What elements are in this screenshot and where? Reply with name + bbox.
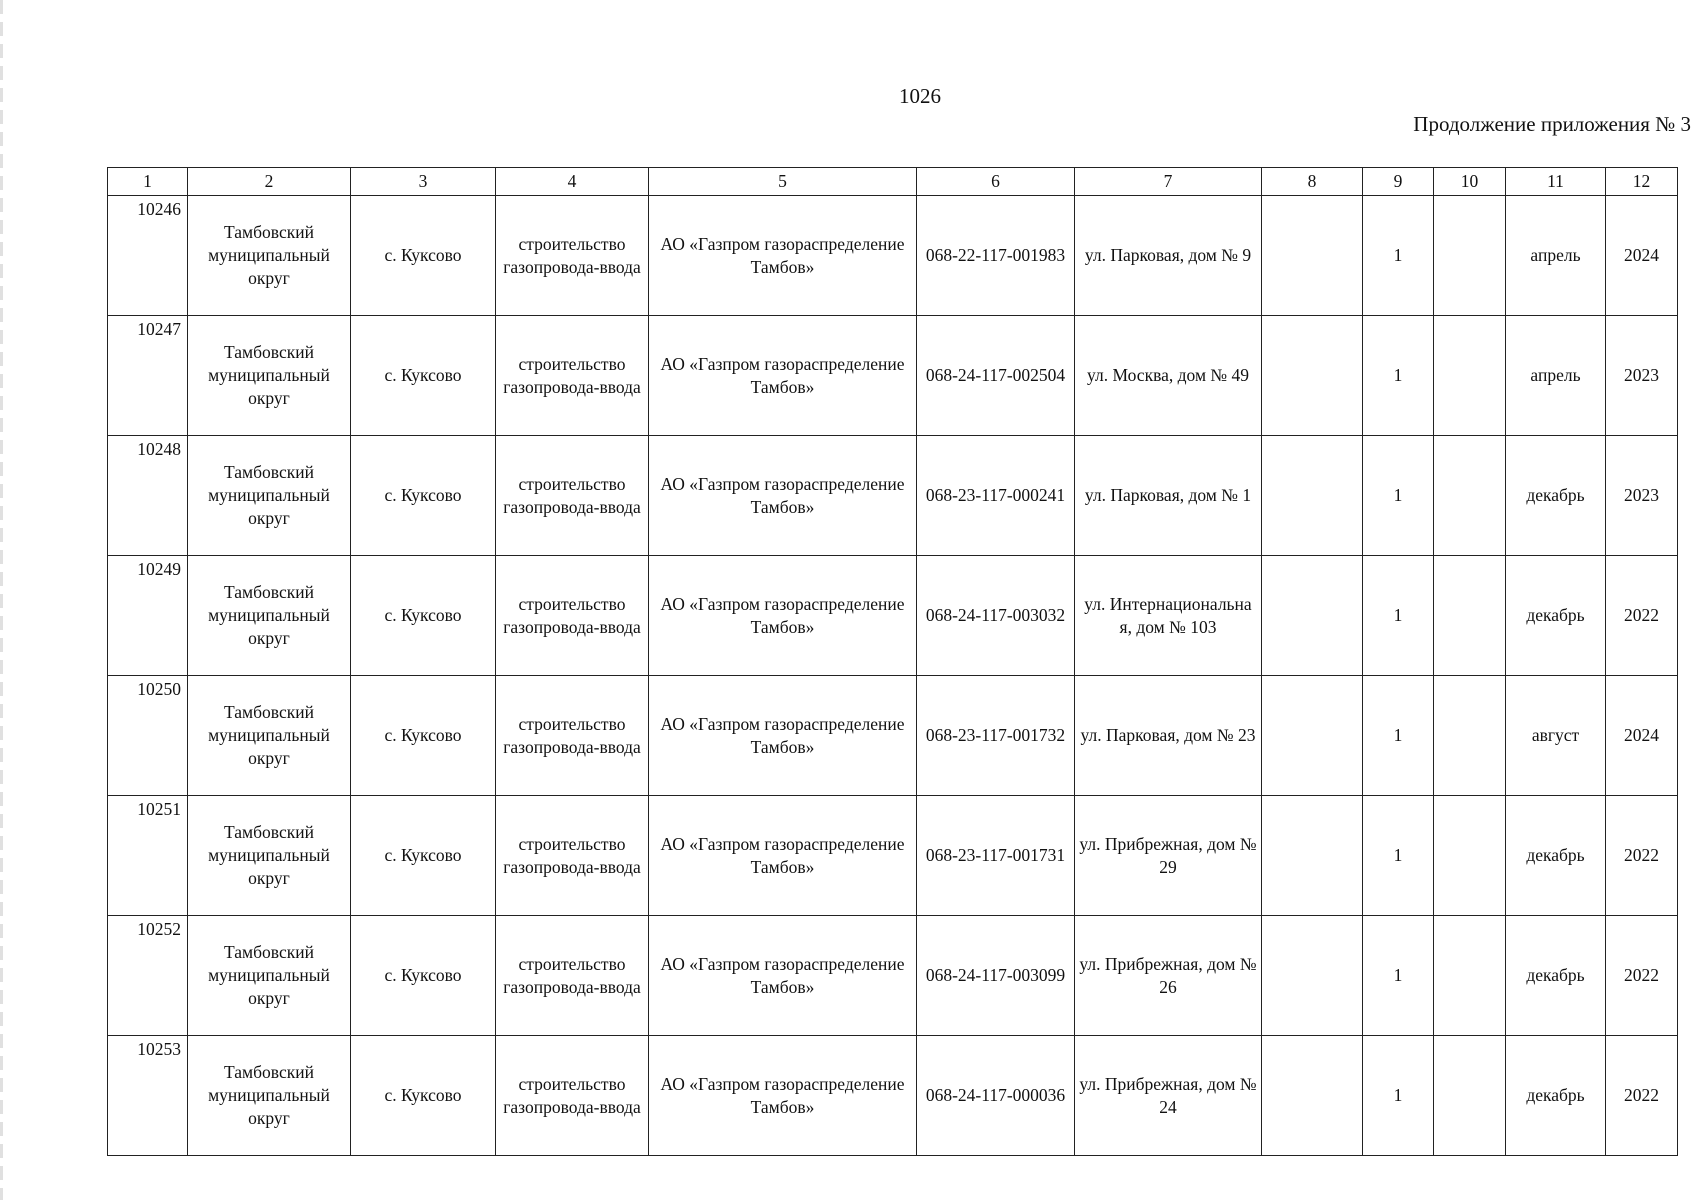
- month-cell: апрель: [1506, 196, 1606, 316]
- column-header: 7: [1075, 168, 1262, 196]
- table-row: [108, 796, 1678, 916]
- organization-cell: АО «Газпром газораспределение Тамбов»: [649, 1036, 917, 1156]
- object-code-cell: 068-24-117-003032: [917, 556, 1075, 676]
- column8-cell: [1262, 436, 1363, 556]
- object-code-cell: 068-24-117-000036: [917, 1036, 1075, 1156]
- column8-cell: [1262, 676, 1363, 796]
- month-cell: апрель: [1506, 316, 1606, 436]
- settlement-cell: с. Куксово: [351, 196, 496, 316]
- table-row: [108, 1036, 1678, 1156]
- settlement-cell: с. Куксово: [351, 796, 496, 916]
- column10-cell: [1434, 916, 1506, 1036]
- district-cell: Тамбовский муниципальный округ: [188, 676, 351, 796]
- address-cell: ул. Москва, дом № 49: [1075, 316, 1262, 436]
- quantity-cell: 1: [1363, 436, 1434, 556]
- header-row: [108, 168, 1678, 196]
- column-header: 12: [1606, 168, 1678, 196]
- work-type-cell: строительство газопровода-ввода: [496, 556, 649, 676]
- organization-cell: АО «Газпром газораспределение Тамбов»: [649, 316, 917, 436]
- quantity-cell: 1: [1363, 556, 1434, 676]
- year-cell: 2022: [1606, 556, 1678, 676]
- column10-cell: [1434, 1036, 1506, 1156]
- column-header: 10: [1434, 168, 1506, 196]
- quantity-cell: 1: [1363, 796, 1434, 916]
- table-row: [108, 916, 1678, 1036]
- work-type-cell: строительство газопровода-ввода: [496, 316, 649, 436]
- register-table: [107, 167, 1678, 1156]
- column8-cell: [1262, 556, 1363, 676]
- district-cell: Тамбовский муниципальный округ: [188, 796, 351, 916]
- settlement-cell: с. Куксово: [351, 676, 496, 796]
- table-row: [108, 316, 1678, 436]
- object-code-cell: 068-23-117-001731: [917, 796, 1075, 916]
- table-row: [108, 196, 1678, 316]
- work-type-cell: строительство газопровода-ввода: [496, 916, 649, 1036]
- district-cell: Тамбовский муниципальный округ: [188, 196, 351, 316]
- month-cell: декабрь: [1506, 916, 1606, 1036]
- year-cell: 2022: [1606, 1036, 1678, 1156]
- district-cell: Тамбовский муниципальный округ: [188, 556, 351, 676]
- settlement-cell: с. Куксово: [351, 436, 496, 556]
- work-type-cell: строительство газопровода-ввода: [496, 676, 649, 796]
- settlement-cell: с. Куксово: [351, 316, 496, 436]
- address-cell: ул. Интернациональна я, дом № 103: [1075, 556, 1262, 676]
- column8-cell: [1262, 196, 1363, 316]
- month-cell: август: [1506, 676, 1606, 796]
- quantity-cell: 1: [1363, 316, 1434, 436]
- row-number-cell: 10248: [108, 436, 188, 556]
- row-number-cell: 10249: [108, 556, 188, 676]
- column-header: 8: [1262, 168, 1363, 196]
- address-cell: ул. Парковая, дом № 9: [1075, 196, 1262, 316]
- row-number-cell: 10246: [108, 196, 188, 316]
- district-cell: Тамбовский муниципальный округ: [188, 1036, 351, 1156]
- month-cell: декабрь: [1506, 556, 1606, 676]
- row-number-cell: 10250: [108, 676, 188, 796]
- year-cell: 2024: [1606, 676, 1678, 796]
- column8-cell: [1262, 916, 1363, 1036]
- column-header: 6: [917, 168, 1075, 196]
- column10-cell: [1434, 316, 1506, 436]
- year-cell: 2022: [1606, 916, 1678, 1036]
- column10-cell: [1434, 556, 1506, 676]
- row-number-cell: 10252: [108, 916, 188, 1036]
- organization-cell: АО «Газпром газораспределение Тамбов»: [649, 196, 917, 316]
- appendix-continuation-title: Продолжение приложения № 3: [1413, 112, 1691, 136]
- column-header: 2: [188, 168, 351, 196]
- table-row: [108, 676, 1678, 796]
- column-header: 3: [351, 168, 496, 196]
- column-header: 1: [108, 168, 188, 196]
- column-header: 11: [1506, 168, 1606, 196]
- column-header: 4: [496, 168, 649, 196]
- row-number-cell: 10251: [108, 796, 188, 916]
- column10-cell: [1434, 796, 1506, 916]
- table-row: [108, 556, 1678, 676]
- column8-cell: [1262, 1036, 1363, 1156]
- row-number-cell: 10253: [108, 1036, 188, 1156]
- month-cell: декабрь: [1506, 1036, 1606, 1156]
- column10-cell: [1434, 676, 1506, 796]
- work-type-cell: строительство газопровода-ввода: [496, 796, 649, 916]
- organization-cell: АО «Газпром газораспределение Тамбов»: [649, 796, 917, 916]
- settlement-cell: с. Куксово: [351, 916, 496, 1036]
- column8-cell: [1262, 796, 1363, 916]
- work-type-cell: строительство газопровода-ввода: [496, 436, 649, 556]
- year-cell: 2022: [1606, 796, 1678, 916]
- work-type-cell: строительство газопровода-ввода: [496, 1036, 649, 1156]
- organization-cell: АО «Газпром газораспределение Тамбов»: [649, 676, 917, 796]
- column-header: 5: [649, 168, 917, 196]
- organization-cell: АО «Газпром газораспределение Тамбов»: [649, 436, 917, 556]
- district-cell: Тамбовский муниципальный округ: [188, 916, 351, 1036]
- district-cell: Тамбовский муниципальный округ: [188, 316, 351, 436]
- quantity-cell: 1: [1363, 1036, 1434, 1156]
- column8-cell: [1262, 316, 1363, 436]
- page-number: 1026: [899, 84, 941, 108]
- quantity-cell: 1: [1363, 676, 1434, 796]
- organization-cell: АО «Газпром газораспределение Тамбов»: [649, 916, 917, 1036]
- address-cell: ул. Прибрежная, дом № 29: [1075, 796, 1262, 916]
- settlement-cell: с. Куксово: [351, 1036, 496, 1156]
- object-code-cell: 068-24-117-002504: [917, 316, 1075, 436]
- work-type-cell: строительство газопровода-ввода: [496, 196, 649, 316]
- object-code-cell: 068-23-117-001732: [917, 676, 1075, 796]
- scan-edge: [0, 0, 3, 1200]
- column-header: 9: [1363, 168, 1434, 196]
- organization-cell: АО «Газпром газораспределение Тамбов»: [649, 556, 917, 676]
- settlement-cell: с. Куксово: [351, 556, 496, 676]
- table-row: [108, 436, 1678, 556]
- quantity-cell: 1: [1363, 196, 1434, 316]
- quantity-cell: 1: [1363, 916, 1434, 1036]
- year-cell: 2023: [1606, 436, 1678, 556]
- row-number-cell: 10247: [108, 316, 188, 436]
- object-code-cell: 068-22-117-001983: [917, 196, 1075, 316]
- year-cell: 2024: [1606, 196, 1678, 316]
- object-code-cell: 068-23-117-000241: [917, 436, 1075, 556]
- object-code-cell: 068-24-117-003099: [917, 916, 1075, 1036]
- month-cell: декабрь: [1506, 436, 1606, 556]
- address-cell: ул. Прибрежная, дом № 26: [1075, 916, 1262, 1036]
- year-cell: 2023: [1606, 316, 1678, 436]
- column10-cell: [1434, 436, 1506, 556]
- month-cell: декабрь: [1506, 796, 1606, 916]
- column10-cell: [1434, 196, 1506, 316]
- address-cell: ул. Парковая, дом № 23: [1075, 676, 1262, 796]
- address-cell: ул. Парковая, дом № 1: [1075, 436, 1262, 556]
- district-cell: Тамбовский муниципальный округ: [188, 436, 351, 556]
- address-cell: ул. Прибрежная, дом № 24: [1075, 1036, 1262, 1156]
